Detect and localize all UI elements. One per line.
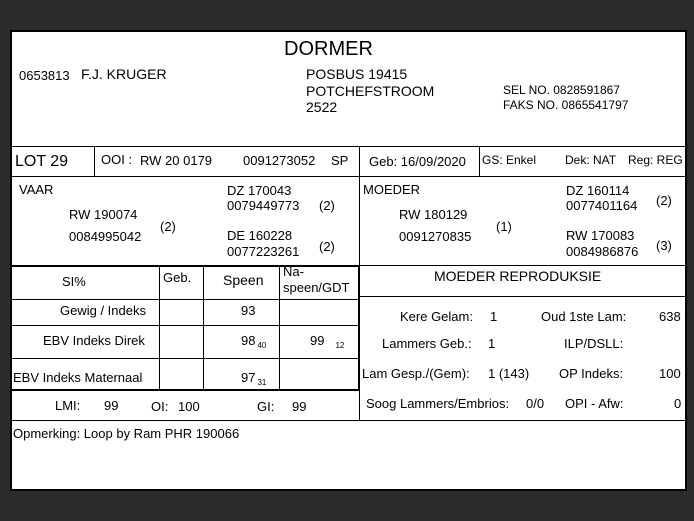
gs-value: GS: Enkel [482,153,537,167]
breed-title: DORMER [284,38,373,60]
si-row-label: EBV Indeks Maternaal [13,370,143,385]
dek-value: Dek: NAT [565,153,617,167]
gesp-label: Lam Gesp./(Gem): [362,366,470,381]
divider-header [12,146,685,147]
si-row-naspeen: 99 $_{12}$ [310,333,345,350]
gi-label: GI: [257,399,275,414]
gesp-value: 1 (143) [488,366,530,381]
address-line1: POSBUS 19415 [306,66,408,82]
lmi-value: 99 [104,398,119,413]
vaar-label: VAAR [19,182,54,197]
kere-label: Kere Gelam: [400,309,473,324]
repro-title-line [359,296,685,297]
bottom-edge-strip [0,491,694,521]
oud-label: Oud 1ste Lam: [541,309,627,324]
naspeen-header-1: Na- [283,264,304,279]
op-value: 100 [659,366,681,381]
moeder-dam-number: 0084986876 [566,244,639,259]
vaar-sire-grade: (2) [319,198,335,213]
moeder-dam-grade: (3) [656,238,672,253]
op-label: OP Indeks: [559,366,624,381]
vaar-dam-number: 0077223261 [227,244,300,259]
vaar-dam-grade: (2) [319,239,335,254]
address-line3: 2522 [306,99,338,115]
ilp-label: ILP/DSLL: [564,336,624,351]
si-row-speen: 97 $_{31}$ [241,370,267,387]
moeder-sire-number: 0077401164 [566,198,638,213]
moeder-number: 0091270835 [399,229,472,244]
moeder-dam-id: RW 170083 [566,228,635,243]
opi-value: 0 [674,396,682,411]
divider-geb [359,146,360,176]
oi-label: OI: [151,399,169,414]
divider-pedigree [359,176,360,266]
lot-card [10,30,687,491]
vaar-sire-number: 0079449773 [227,198,300,213]
oud-value: 638 [659,309,681,324]
geb-header: Geb. [163,270,192,285]
owner-id: 0653813 [19,68,70,83]
faks-number: FAKS NO. 0865541797 [503,98,629,112]
si-header: SI% [62,274,86,289]
si-row-line-1 [12,299,359,300]
vaar-dam-id: DE 160228 [227,228,293,243]
si-row-speen: 93 [241,303,256,318]
birth-date: Geb: 16/09/2020 [369,154,466,169]
lammers-label: Lammers Geb.: [382,336,472,351]
remark-text: Opmerking: Loop by Ram PHR 190066 [13,426,240,441]
si-table-bottom [12,389,359,391]
si-row-line-3 [12,358,359,359]
divider-lot-row [12,176,685,177]
sel-number: SEL NO. 0828591867 [503,83,620,97]
vaar-grade: (2) [160,219,176,234]
vaar-number: 0084995042 [69,229,142,244]
si-table-top [12,265,359,267]
owner-name: F.J. KRUGER [81,66,167,82]
soog-value: 0/0 [526,396,545,411]
si-row-speen: 98 $_{40}$ [241,333,267,350]
moeder-id: RW 180129 [399,207,468,222]
gi-value: 99 [292,399,307,414]
lot-number: LOT 29 [15,153,69,170]
si-col-line-1 [159,265,160,389]
vaar-sire-id: DZ 170043 [227,183,292,198]
speen-header: Speen [223,272,264,288]
moeder-label: MOEDER [363,182,421,197]
moeder-sire-grade: (2) [656,193,672,208]
si-row-label: Gewig / Indeks [60,303,146,318]
ooi-value: RW 20 0179 [140,153,213,168]
si-row-label: EBV Indeks Direk [43,333,145,348]
reg-value: Reg: REG [628,153,683,167]
moeder-grade: (1) [496,219,512,234]
oi-value: 100 [178,399,200,414]
vaar-id: RW 190074 [69,207,138,222]
address-line2: POTCHEFSTROOM [306,83,435,99]
lammers-value: 1 [488,336,496,351]
repro-left [359,265,360,421]
moeder-sire-id: DZ 160114 [566,183,630,198]
repro-bottom [359,420,685,421]
opi-label: OPI - Afw: [565,396,624,411]
si-col-line-3 [279,265,280,389]
soog-label: Soog Lammers/Embrios: [366,396,510,411]
repro-title: MOEDER REPRODUKSIE [434,268,602,284]
ooi-number: 0091273052 [243,153,316,168]
lmi-label: LMI: [55,398,81,413]
repro-top [359,265,685,266]
divider-indices-bottom [12,420,359,421]
ooi-grade: SP [331,153,349,168]
divider-gs [479,146,480,176]
divider-lot [94,146,95,176]
ooi-label: OOI : [101,152,133,167]
kere-value: 1 [490,309,498,324]
si-row-line-2 [12,325,359,326]
naspeen-header-2: speen/GDT [283,280,350,295]
si-col-line-2 [203,265,204,389]
